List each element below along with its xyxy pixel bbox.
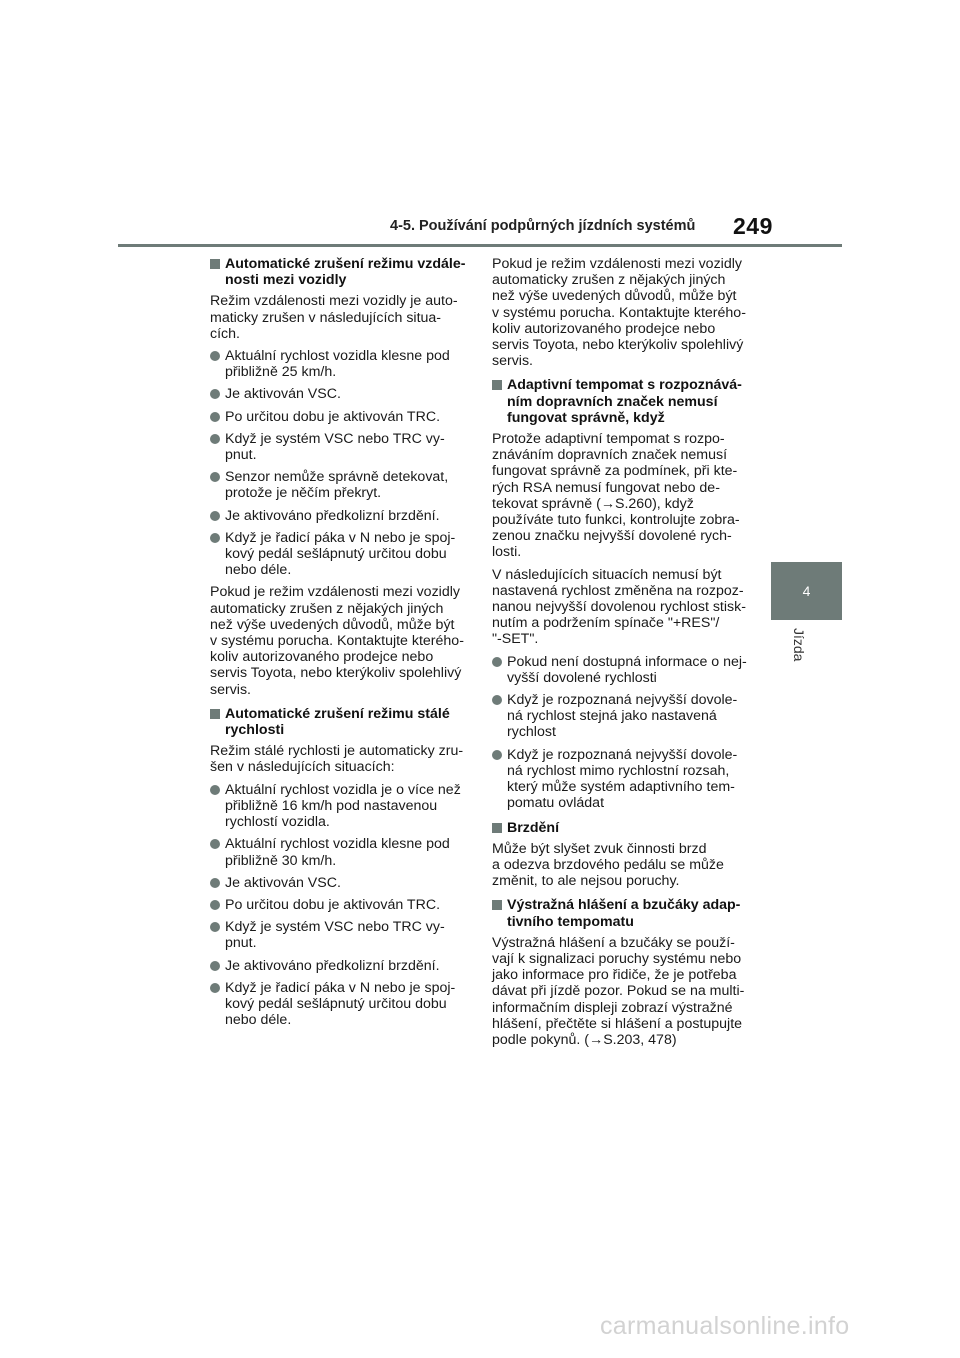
heading-text: Brzdění bbox=[507, 819, 560, 836]
paragraph bbox=[210, 293, 468, 342]
paragraph bbox=[492, 256, 750, 369]
round-bullet-icon bbox=[210, 389, 220, 399]
section-heading bbox=[492, 820, 750, 836]
left-column bbox=[210, 256, 468, 1034]
round-bullet-icon bbox=[210, 434, 220, 444]
list-item-text: Aktuální rychlost vozidla klesne pod přibližně 25 km/h. bbox=[225, 348, 450, 381]
list-item bbox=[210, 980, 468, 1029]
paragraph-text: V následujících situacích nemusí být nastavená rychlost změněna na rozpoz- nanou nejvyšší dovolenou rychlost stisk- nutím a podržením spínače "+RES"/ "-SET". bbox=[492, 566, 746, 648]
page-number: 249 bbox=[733, 213, 773, 239]
list-item bbox=[210, 469, 468, 501]
heading-text: Automatické zrušení režimu stálé rychlosti bbox=[225, 705, 450, 739]
paragraph bbox=[492, 841, 750, 890]
list-item bbox=[492, 747, 750, 812]
section-heading bbox=[492, 897, 750, 929]
round-bullet-icon bbox=[210, 511, 220, 521]
heading-text: Výstražná hlášení a bzučáky adap- tivního tempomatu bbox=[507, 897, 741, 930]
list-item-text: Pokud není dostupná informace o nej- vyšší dovolené rychlosti bbox=[507, 653, 747, 686]
watermark: carmanualsonline.info bbox=[600, 1312, 850, 1340]
round-bullet-icon bbox=[210, 839, 220, 849]
paragraph-text: Protože adaptivní tempomat s rozpo- znáváním dopravních značek nemusí fungovat správně za podmínek, při kte- rých RSA nemusí fungovat nebo de- tekovat správně (→S.260), když používáte tuto funkci, kontrolujte zobra- zenou značku nejvyšší dovolené rych- losti. bbox=[492, 431, 740, 561]
list-item-text: Po určitou dobu je aktivován TRC. bbox=[225, 896, 441, 913]
paragraph bbox=[492, 431, 750, 561]
list-item bbox=[492, 654, 750, 686]
heading-text: Automatické zrušení režimu vzdále- nosti mezi vozidly bbox=[225, 256, 466, 289]
round-bullet-icon bbox=[210, 785, 220, 795]
list-item-text: Po určitou dobu je aktivován TRC. bbox=[225, 408, 441, 425]
list-item bbox=[210, 875, 468, 891]
list-item-text: Senzor nemůže správně detekovat, protože je něčím překryt. bbox=[225, 469, 449, 502]
list-item-text: Když je řadicí páka v N nebo je spoj- kový pedál sešlápnutý určitou dobu nebo déle. bbox=[225, 979, 456, 1029]
section-title: 4-5. Používání podpůrných jízdních systémů bbox=[390, 218, 696, 234]
round-bullet-icon bbox=[210, 922, 220, 932]
square-bullet-icon bbox=[210, 259, 220, 269]
square-bullet-icon bbox=[210, 709, 220, 719]
list-item-text: Když je systém VSC nebo TRC vy- pnut. bbox=[225, 919, 445, 952]
list-item bbox=[210, 508, 468, 524]
chapter-tab[interactable] bbox=[771, 562, 842, 620]
list-item-text: Je aktivován VSC. bbox=[225, 874, 341, 891]
paragraph-text: Pokud je režim vzdálenosti mezi vozidly automaticky zrušen z nějakých jiných než výše uvedených důvodů, může být v systému porucha. Kontaktujte kterého- koliv autorizovaného prodejce nebo servis Toyota, nebo kterýkoliv spolehlivý servis. bbox=[492, 256, 746, 370]
list-item-text: Když je řadicí páka v N nebo je spoj- kový pedál sešlápnutý určitou dobu nebo déle. bbox=[225, 529, 456, 579]
round-bullet-icon bbox=[492, 657, 502, 667]
paragraph bbox=[492, 935, 750, 1048]
round-bullet-icon bbox=[210, 533, 220, 543]
square-bullet-icon bbox=[492, 823, 502, 833]
list-item-text: Je aktivováno předkolizní brzdění. bbox=[225, 507, 440, 524]
round-bullet-icon bbox=[210, 878, 220, 888]
list-item-text: Když je systém VSC nebo TRC vy- pnut. bbox=[225, 430, 445, 464]
header-divider bbox=[118, 244, 842, 247]
list-item bbox=[210, 897, 468, 913]
list-item bbox=[492, 692, 750, 741]
list-item bbox=[210, 919, 468, 951]
list-item-text: Je aktivováno předkolizní brzdění. bbox=[225, 957, 440, 974]
list-item-text: Aktuální rychlost vozidla klesne pod přibližně 30 km/h. bbox=[225, 836, 450, 869]
section-heading bbox=[210, 256, 468, 288]
section-heading bbox=[492, 377, 750, 426]
square-bullet-icon bbox=[492, 380, 502, 390]
round-bullet-icon bbox=[210, 961, 220, 971]
paragraph-text: Režim vzdálenosti mezi vozidly je auto- maticky zrušen v následujících situa- cích. bbox=[210, 293, 458, 342]
round-bullet-icon bbox=[210, 351, 220, 361]
list-item bbox=[210, 782, 468, 831]
list-item-text: Když je rozpoznaná nejvyšší dovole- ná rychlost stejná jako nastavená rychlost bbox=[507, 692, 738, 741]
list-item-text: Aktuální rychlost vozidla je o více než přibližně 16 km/h pod nastavenou rychlostí vozidla. bbox=[225, 781, 461, 831]
square-bullet-icon bbox=[492, 900, 502, 910]
round-bullet-icon bbox=[210, 412, 220, 422]
paragraph-text: Pokud je režim vzdálenosti mezi vozidly automaticky zrušen z nějakých jiných než výše uvedených důvodů, může být v systému porucha. Kontaktujte kterého- koliv autorizovaného prodejce nebo servis Toyota, nebo kterýkoliv spolehlivý servis. bbox=[210, 584, 464, 698]
list-item bbox=[210, 431, 468, 463]
list-item-text: Je aktivován VSC. bbox=[225, 386, 341, 403]
chapter-label: Jízda bbox=[791, 628, 807, 662]
paragraph-text: Režim stálé rychlosti je automaticky zru- šen v následujících situacích: bbox=[210, 743, 464, 776]
right-column bbox=[492, 256, 750, 1054]
paragraph-text: Může být slyšet zvuk činnosti brzd a odezva brzdového pedálu se může změnit, to ale nejsou poruchy. bbox=[492, 840, 724, 890]
round-bullet-icon bbox=[492, 750, 502, 760]
paragraph bbox=[492, 567, 750, 648]
list-item-text: Když je rozpoznaná nejvyšší dovole- ná rychlost mimo rychlostní rozsah, který může systém adaptivního tem- pomatu ovládat bbox=[507, 746, 738, 812]
list-item bbox=[210, 348, 468, 380]
round-bullet-icon bbox=[210, 983, 220, 993]
list-item bbox=[210, 386, 468, 402]
list-item bbox=[210, 958, 468, 974]
list-item bbox=[210, 409, 468, 425]
chapter-number: 4 bbox=[802, 583, 811, 599]
paragraph-text: Výstražná hlášení a bzučáky se použí- vají k signalizaci poruchy systému nebo jako informace pro řidiče, že je potřeba dávat při jízdě pozor. Pokud se na multi- informačním displeji zobrazí výstražné hlášení, přečtěte si hlášení a postupujte podle pokynů. (→S.203, 478) bbox=[492, 934, 745, 1048]
paragraph bbox=[210, 743, 468, 775]
list-item bbox=[210, 836, 468, 868]
list-item bbox=[210, 530, 468, 579]
round-bullet-icon bbox=[210, 472, 220, 482]
heading-text: Adaptivní tempomat s rozpoznává- ním dopravních značek nemusí fungovat správně, když bbox=[507, 377, 742, 426]
round-bullet-icon bbox=[492, 695, 502, 705]
section-heading bbox=[210, 706, 468, 738]
round-bullet-icon bbox=[210, 900, 220, 910]
paragraph bbox=[210, 584, 468, 697]
